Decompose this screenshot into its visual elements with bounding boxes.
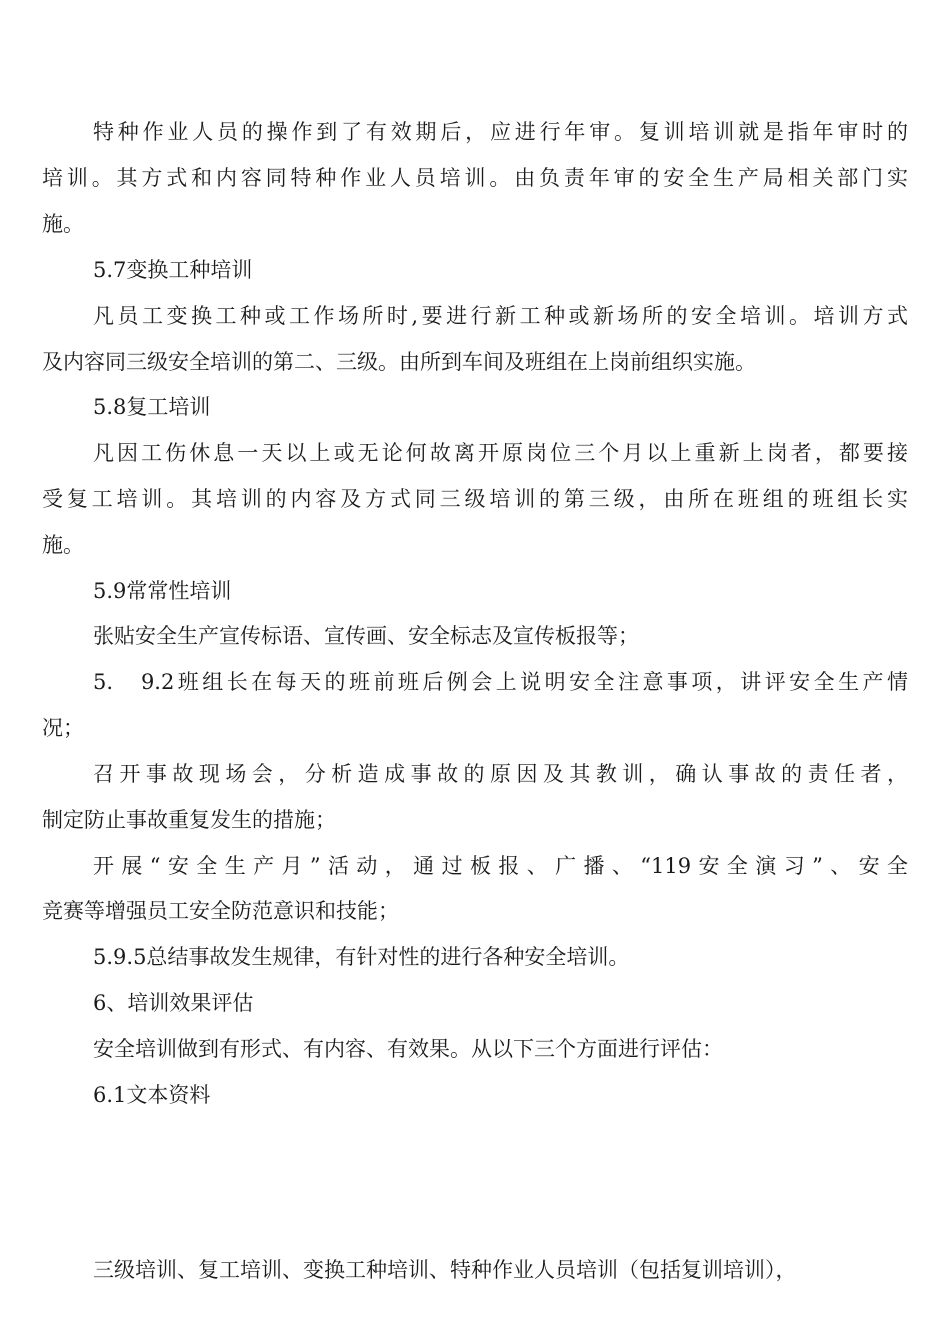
paragraph-line: 召开事故现场会，分析造成事故的原因及其教训，确认事故的责任者， [93,762,908,786]
section-heading: 5.7变换工种培训 [93,258,253,282]
paragraph-line: 安全培训做到有形式、有内容、有效果。从以下三个方面进行评估： [93,1037,723,1061]
section-heading: 6.1文本资料 [93,1083,211,1107]
section-heading: 6、培训效果评估 [93,991,254,1015]
paragraph-line: 竞赛等增强员工安全防范意识和技能； [42,899,399,923]
paragraph-line: 施。 [42,212,84,236]
paragraph-line: 制定防止事故重复发生的措施； [42,808,336,832]
paragraph-line: 张贴安全生产宣传标语、宣传画、安全标志及宣传板报等； [93,624,639,648]
section-heading: 5.8复工培训 [93,395,211,419]
paragraph-line: 凡因工伤休息一天以上或无论何故离开原岗位三个月以上重新上岗者，都要接 [93,441,908,465]
paragraph-line: 及内容同三级安全培训的第二、三级。由所到车间及班组在上岗前组织实施。 [42,350,756,374]
paragraph-line: 三级培训、复工培训、变换工种培训、特种作业人员培训（包括复训培训）， [93,1258,797,1282]
paragraph-line: 凡员工变换工种或工作场所时,要进行新工种或新场所的安全培训。培训方式 [93,304,908,328]
section-heading: 5.9常常性培训 [93,579,232,603]
paragraph-line: 施。 [42,533,84,557]
paragraph-line: 开展“安全生产月”活动，通过板报、广播、“119安全演习”、安全 [93,854,908,878]
paragraph-line: 况； [42,716,84,740]
paragraph-line: 5. 9.2班组长在每天的班前班后例会上说明安全注意事项，讲评安全生产情 [93,670,908,694]
paragraph-line: 培训。其方式和内容同特种作业人员培训。由负责年审的安全生产局相关部门实 [42,166,908,190]
paragraph-line: 5.9.5总结事故发生规律，有针对性的进行各种安全培训。 [93,945,630,969]
paragraph-line: 受复工培训。其培训的内容及方式同三级培训的第三级，由所在班组的班组长实 [42,487,908,511]
paragraph-line: 特种作业人员的操作到了有效期后，应进行年审。复训培训就是指年审时的 [93,120,908,144]
